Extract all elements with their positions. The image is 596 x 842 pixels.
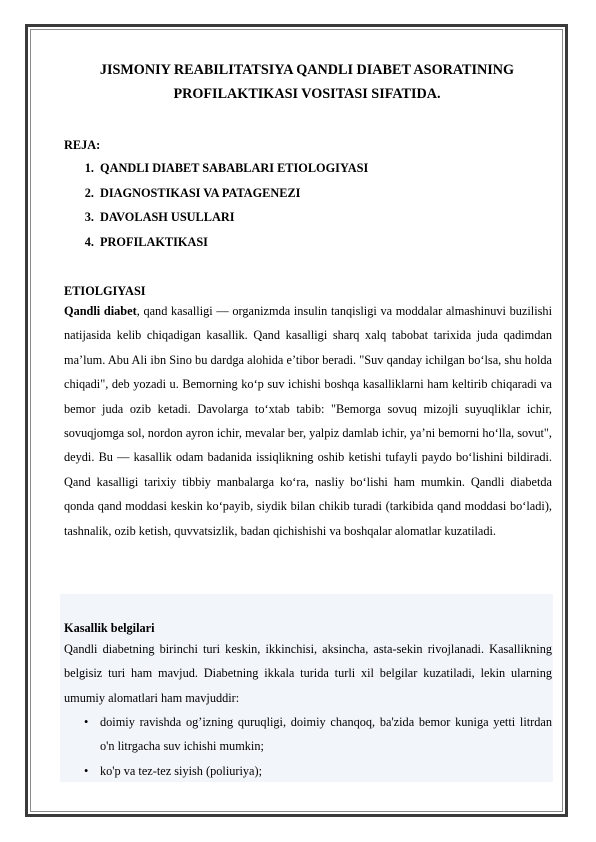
plan-item-number: 2. bbox=[84, 185, 94, 200]
list-item bbox=[64, 710, 552, 759]
bullet-icon: • bbox=[84, 763, 89, 778]
plan-item bbox=[64, 234, 368, 259]
plan-item bbox=[64, 209, 368, 234]
plan-item bbox=[64, 185, 368, 210]
plan-item-text: PROFILAKTIKASI bbox=[100, 235, 208, 250]
symptoms-bullet-list bbox=[64, 710, 552, 783]
plan-item-number: 1. bbox=[84, 161, 94, 175]
list-item-text: ko'p va tez-tez siyish (poliuriya); bbox=[100, 763, 263, 778]
symptoms-heading: Kasallik belgilari bbox=[64, 621, 155, 635]
plan-item-text: QANDLI DIABET SABABLARI ETIOLOGIYASI bbox=[100, 161, 369, 175]
plan-item-number: 4. bbox=[84, 235, 94, 250]
plan-item-text: DIAGNOSTIKASI VA PATAGENEZI bbox=[100, 185, 301, 200]
bullet-icon: • bbox=[84, 715, 89, 729]
plan-list bbox=[64, 160, 368, 259]
plan-heading: REJA: bbox=[64, 138, 101, 152]
plan-item-text: DAVOLASH USULLARI bbox=[100, 210, 235, 225]
symptoms-paragraph: Qandli diabetning birinchi turi keskin, ikkinchisi, aksincha, asta-sekin rivojlanadi. Kasallikning belgisiz turi ham mavjud. Diabetning ikkala turida turli xil belgilar kuzatiladi, lekin ularning umumiy alomatlari ham mavjuddir: bbox=[64, 642, 552, 705]
plan-item bbox=[64, 160, 368, 185]
etiology-text: , qand kasalligi — organizmda insulin tanqisligi va moddalar almashinuvi buzilishi natijasida kelib chiqadigan kasallik. Qand kasalligi sharq xalq tabobat tarixida juda qadimdan ma’lum. Abu Ali ibn Sino bu dardga alohida e’tibor beradi. "Suv qanday ichilgan bo‘lsa, shu holda chiqadi", deb yozadi u. Bemorning ko‘p suv ichishi boshqa kasalliklarni ham keltirib chiqaradi va bemor juda ozib ketadi. Davolarga to‘xtab tabib: "Bemorga sovuq mizojli suyuqliklar ichir, sovuqjomga sol, nordon ayron ichir, mevalar ber, yalpiz damlab ichir, ya’ni bemorni ho‘lla, sovut", deydi. Bu — kasallik odam badanida issiqlikning oshib ketishi tufayli paydo bo‘lishini bildiradi. Qand kasalligi tarixiy tibbiy manbalarga ko‘ra, nasliy bo‘lishi ham mumkin. Qandli diabetda qonda qand moddasi keskin ko‘payib, siydik bilan chikib turadi (tarkibida qand moddasi bo‘ladi), tashnalik, ozib ketish, quvvatsizlik, badan qichishishi va boshqalar alomatlar kuzatiladi. bbox=[64, 304, 552, 538]
plan-item-number: 3. bbox=[84, 210, 94, 225]
document-title: JISMONIY REABILITATSIYA QANDLI DIABET ASORATINING PROFILAKTIKASI VOSITASI SIFATIDA. bbox=[99, 62, 515, 102]
etiology-paragraph bbox=[64, 299, 552, 543]
list-item bbox=[64, 759, 552, 783]
list-item-text: doimiy ravishda og’izning quruqligi, doimiy chanqoq, ba'zida bemor kuniga yetti litrdan o'n litrgacha suv ichishi mumkin; bbox=[100, 715, 552, 754]
etiology-lead-term: Qandli diabet bbox=[64, 304, 137, 318]
etiology-heading: ETIOLGIYASI bbox=[64, 284, 146, 298]
